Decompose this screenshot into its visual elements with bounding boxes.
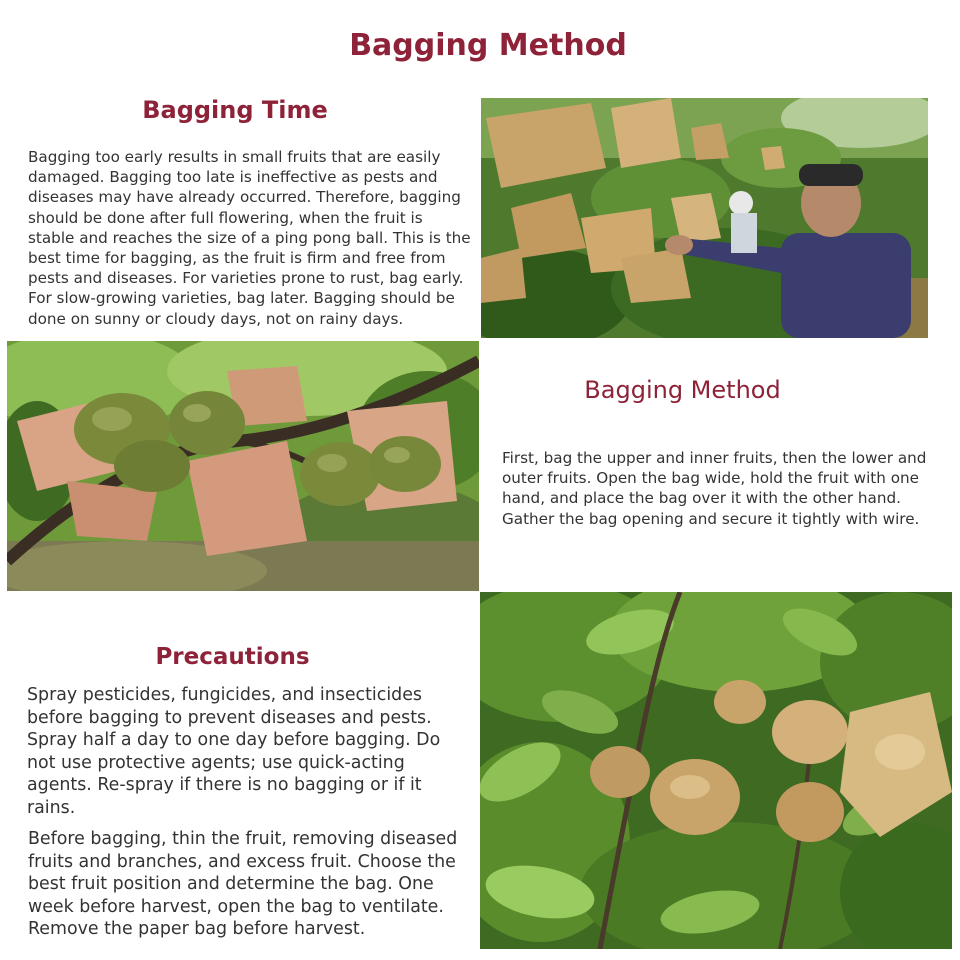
bagged-fruit-on-tree-photo <box>480 592 952 949</box>
page-title: Bagging Method <box>349 28 627 63</box>
bagging-time-text: Bagging too early results in small fruits that are easily damaged. Bagging too late is ineffective as pests and diseases may have already occurred. Therefore, bagging should be done after full flowering, when the fruit is stable and reaches the size of a ping pong ball. This is the best time for bagging, as the fruit is firm and free from pests and diseases. For varieties prone to rust, bag early. For slow-growing varieties, bag later. Bagging should be done on sunny or cloudy days, not on rainy days. <box>28 148 471 328</box>
precautions-thinning-text: Before bagging, thin the fruit, removing diseased fruits and branches, and excess fruit. Choose the best fruit position and determine the bag. One week before harvest, open the bag to ventilate. Remove the paper bag before harvest. <box>28 829 458 940</box>
precautions-spray-text: Spray pesticides, fungicides, and insecticides before bagging to prevent diseases and pests. Spray half a day to one day before bagging. Do not use protective agents; use quick-acting agents. Re-spray if there is no bagging or if it rains. <box>27 685 441 818</box>
farmer-bagging-fruit-photo <box>481 98 928 338</box>
green-pears-on-branch-photo <box>7 341 479 591</box>
bagging-time-heading: Bagging Time <box>142 96 328 124</box>
bagging-method-text: First, bag the upper and inner fruits, then the lower and outer fruits. Open the bag wide, hold the fruit with one hand, and place the bag over it with the other hand. Gather the bag opening and secure it tightly with wire. <box>502 449 927 528</box>
precautions-heading: Precautions <box>155 644 310 670</box>
bagging-method-heading: Bagging Method <box>584 376 781 404</box>
